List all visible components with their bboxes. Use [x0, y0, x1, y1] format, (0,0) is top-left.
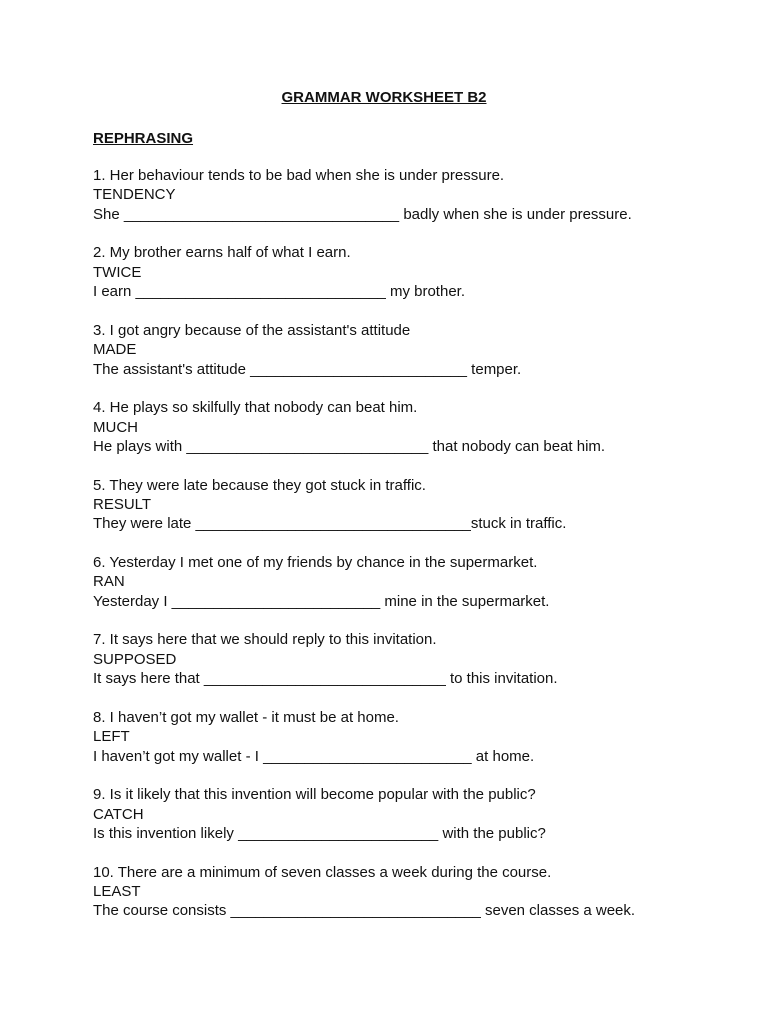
- section-heading: REPHRASING: [93, 130, 194, 147]
- key-word: MUCH: [93, 418, 138, 436]
- original-sentence: 3. I got angry because of the assistant's attitude: [93, 321, 411, 339]
- original-sentence: 7. It says here that we should reply to this invitation.: [93, 631, 437, 649]
- exercise-item-3: [93, 321, 733, 398]
- original-sentence: 2. My brother earns half of what I earn.: [93, 244, 351, 262]
- exercise-item-8: [93, 708, 733, 785]
- original-sentence: 6. Yesterday I met one of my friends by chance in the supermarket.: [93, 553, 538, 571]
- original-sentence: 10. There are a minimum of seven classes a week during the course.: [93, 863, 552, 881]
- exercise-item-1: [93, 166, 733, 243]
- rephrase-line: The course consists ______________________________ seven classes a week.: [93, 902, 636, 920]
- exercise-list: [93, 166, 733, 940]
- key-word: LEAST: [93, 882, 141, 900]
- exercise-item-10: [93, 863, 733, 940]
- rephrase-line: I earn ______________________________ my brother.: [93, 283, 465, 301]
- original-sentence: 1. Her behaviour tends to be bad when she is under pressure.: [93, 167, 505, 184]
- key-word: RESULT: [93, 495, 152, 513]
- key-word: MADE: [93, 341, 137, 359]
- key-word: SUPPOSED: [93, 650, 177, 668]
- worksheet-title: GRAMMAR WORKSHEET B2: [281, 89, 487, 106]
- original-sentence: 5. They were late because they got stuck in traffic.: [93, 476, 426, 494]
- key-word: TENDENCY: [93, 186, 176, 204]
- original-sentence: 9. Is it likely that this invention will become popular with the public?: [93, 786, 536, 804]
- rephrase-line: She _________________________________ badly when she is under pressure.: [93, 205, 632, 223]
- rephrase-line: Yesterday I _________________________ mine in the supermarket.: [93, 592, 550, 610]
- exercise-item-9: [93, 785, 733, 862]
- original-sentence: 4. He plays so skilfully that nobody can beat him.: [93, 399, 418, 417]
- rephrase-line: I haven’t got my wallet - I _________________________ at home.: [93, 747, 535, 765]
- key-word: LEFT: [93, 728, 130, 746]
- exercise-item-7: [93, 630, 733, 707]
- original-sentence: 8. I haven’t got my wallet - it must be at home.: [93, 708, 399, 726]
- exercise-item-2: [93, 243, 733, 320]
- rephrase-line: They were late _________________________________stuck in traffic.: [93, 515, 567, 533]
- rephrase-line: The assistant's attitude __________________________ temper.: [93, 360, 522, 378]
- exercise-item-5: [93, 476, 733, 553]
- rephrase-line: Is this invention likely ________________________ with the public?: [93, 824, 546, 842]
- key-word: CATCH: [93, 805, 144, 823]
- key-word: TWICE: [93, 263, 142, 281]
- exercise-item-6: [93, 553, 733, 630]
- exercise-item-4: [93, 398, 733, 475]
- rephrase-line: He plays with _____________________________ that nobody can beat him.: [93, 437, 606, 455]
- rephrase-line: It says here that _____________________________ to this invitation.: [93, 670, 558, 688]
- key-word: RAN: [93, 573, 125, 591]
